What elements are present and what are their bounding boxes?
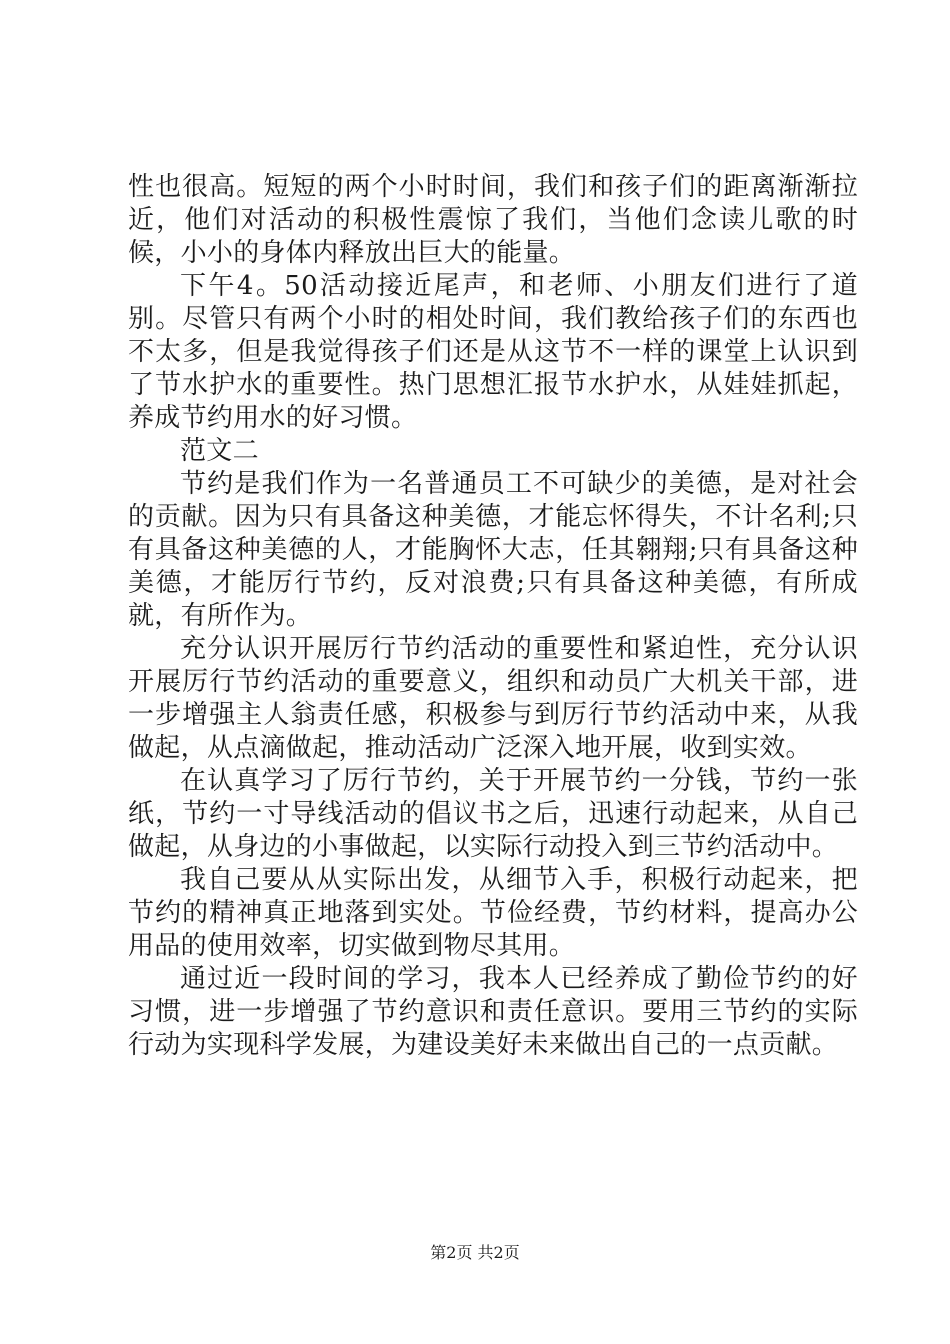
paragraph: 在认真学习了厉行节约，关于开展节约一分钱，节约一张纸，节约一寸导线活动的倡议书之后，迅速行动起来，从自己做起，从身边的小事做起，以实际行动投入到三节约活动中。 [128,766,858,862]
page-number-footer: 第2页 共2页 [430,1243,520,1262]
paragraph: 下午4。50活动接近尾声，和老师、小朋友们进行了道别。尽管只有两个小时的相处时间，我们教给孩子们的东西也不太多，但是我觉得孩子们还是从这节不一样的课堂上认识到了节水护水的重要性。热门思想汇报节水护水，从娃娃抓起，养成节约用水的好习惯。 [128,271,858,433]
paragraph: 通过近一段时间的学习，我本人已经养成了勤俭节约的好习惯，进一步增强了节约意识和责任意识。要用三节约的实际行动为实现科学发展，为建设美好未来做出自己的一点贡献。 [128,964,858,1060]
paragraph: 节约是我们作为一名普通员工不可缺少的美德，是对社会的贡献。因为只有具备这种美德，才能忘怀得失，不计名利;只有具备这种美德的人，才能胸怀大志，任其翱翔;只有具备这种美德，才能厉行节约，反对浪费;只有具备这种美德，有所成就，有所作为。 [128,469,858,631]
paragraph: 性也很高。短短的两个小时时间，我们和孩子们的距离渐渐拉近，他们对活动的积极性震惊了我们，当他们念读儿歌的时候，小小的身体内释放出巨大的能量。 [128,172,858,268]
document-body [128,171,858,1062]
section-heading: 范文二 [180,436,259,466]
paragraph: 充分认识开展厉行节约活动的重要性和紧迫性，充分认识开展厉行节约活动的重要意义，组织和动员广大机关干部，进一步增强主人翁责任感，积极参与到厉行节约活动中来，从我做起，从点滴做起，推动活动广泛深入地开展，收到实效。 [128,634,858,763]
paragraph: 我自己要从从实际出发，从细节入手，积极行动起来，把节约的精神真正地落到实处。节俭经费，节约材料，提高办公用品的使用效率，切实做到物尽其用。 [128,865,858,961]
